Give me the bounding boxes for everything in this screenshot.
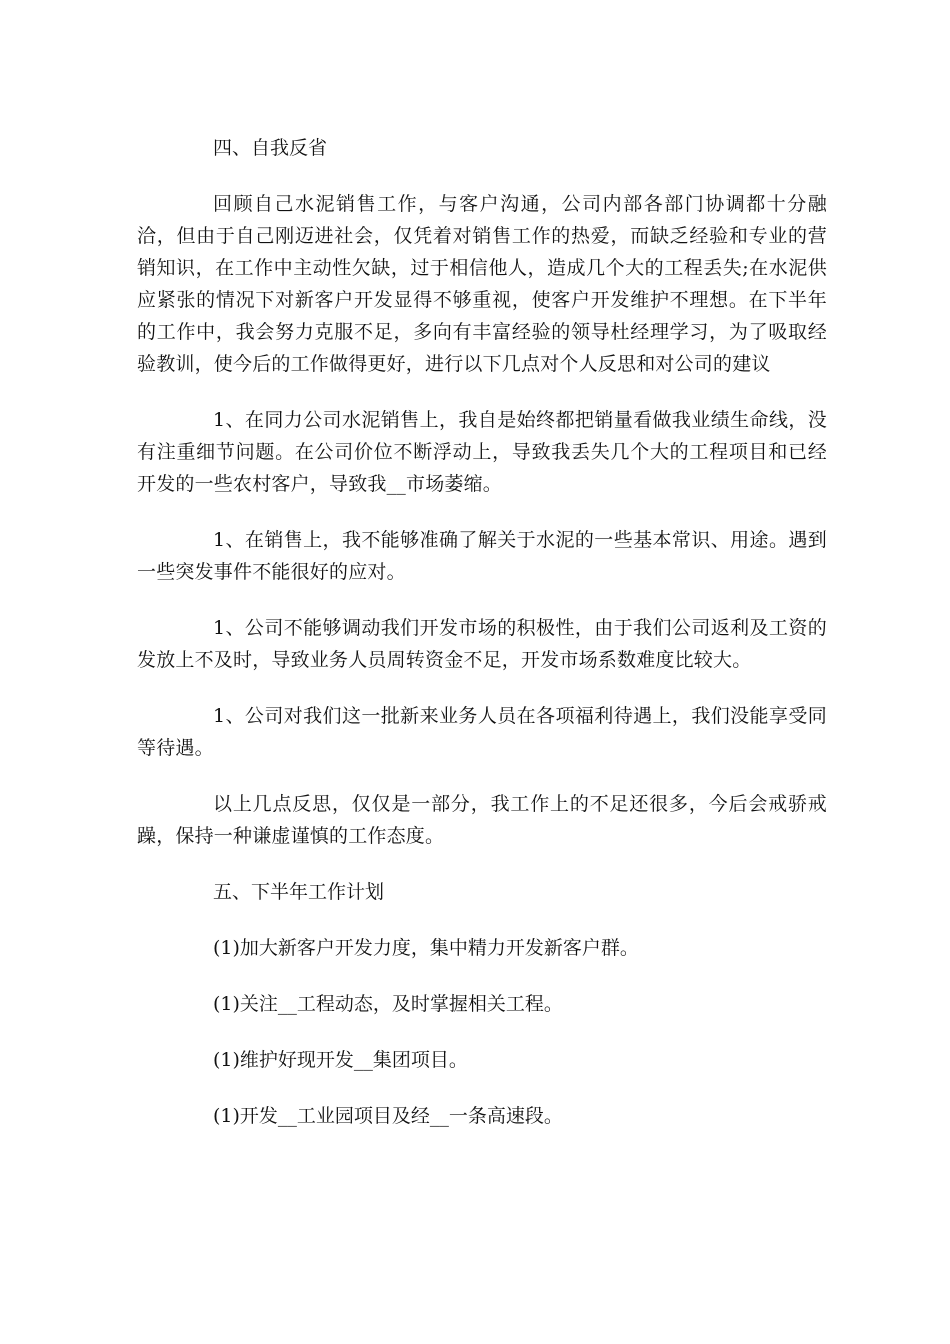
spacer — [137, 964, 827, 988]
reflection-paragraph-4: 1、公司对我们这一批新来业务人员在各项福利待遇上，我们没能享受同等待遇。 — [137, 705, 827, 759]
spacer — [137, 852, 827, 876]
spacer — [137, 1020, 827, 1044]
spacer — [137, 380, 827, 404]
section-4-heading: 四、自我反省 — [213, 137, 328, 159]
reflection-paragraph-2: 1、在销售上，我不能够准确了解关于水泥的一些基本常识、用途。遇到一些突发事件不能很好的应对。 — [137, 529, 827, 583]
reflection-paragraph-1: 1、在同力公司水泥销售上，我自是始终都把销量看做我业绩生命线，没有注重细节问题。在公司价位不断浮动上，导致我丢失几个大的工程项目和已经开发的一些农村客户，导致我__市场萎缩。 — [137, 409, 827, 495]
reflection-paragraph-3: 1、公司不能够调动我们开发市场的积极性，由于我们公司返利及工资的发放上不及时，导致业务人员周转资金不足，开发市场系数难度比较大。 — [137, 617, 827, 671]
spacer — [137, 588, 827, 612]
document-body — [137, 132, 827, 1132]
spacer — [137, 500, 827, 524]
summary-paragraph: 以上几点反思，仅仅是一部分，我工作上的不足还很多，今后会戒骄戒躁，保持一种谦虚谨慎的工作态度。 — [137, 793, 827, 847]
section-5-heading: 五、下半年工作计划 — [213, 881, 385, 903]
spacer — [137, 1076, 827, 1100]
plan-item-3: (1)维护好现开发__集团项目。 — [213, 1049, 468, 1071]
spacer — [137, 908, 827, 932]
plan-item-2: (1)关注__工程动态，及时掌握相关工程。 — [213, 993, 563, 1015]
plan-item-4: (1)开发__工业园项目及经__一条高速段。 — [213, 1105, 563, 1127]
intro-paragraph: 回顾自己水泥销售工作，与客户沟通，公司内部各部门协调都十分融洽，但由于自己刚迈进社会，仅凭着对销售工作的热爱，而缺乏经验和专业的营销知识，在工作中主动性欠缺，过于相信他人，造成几个大的工程丢失;在水泥供应紧张的情况下对新客户开发显得不够重视，使客户开发维护不理想。在下半年的工作中，我会努力克服不足，多向有丰富经验的领导杜经理学习，为了吸取经验教训，使今后的工作做得更好，进行以下几点对个人反思和对公司的建议 — [137, 193, 827, 375]
spacer — [137, 764, 827, 788]
spacer — [137, 164, 827, 188]
plan-item-1: (1)加大新客户开发力度，集中精力开发新客户群。 — [213, 937, 639, 959]
spacer — [137, 676, 827, 700]
